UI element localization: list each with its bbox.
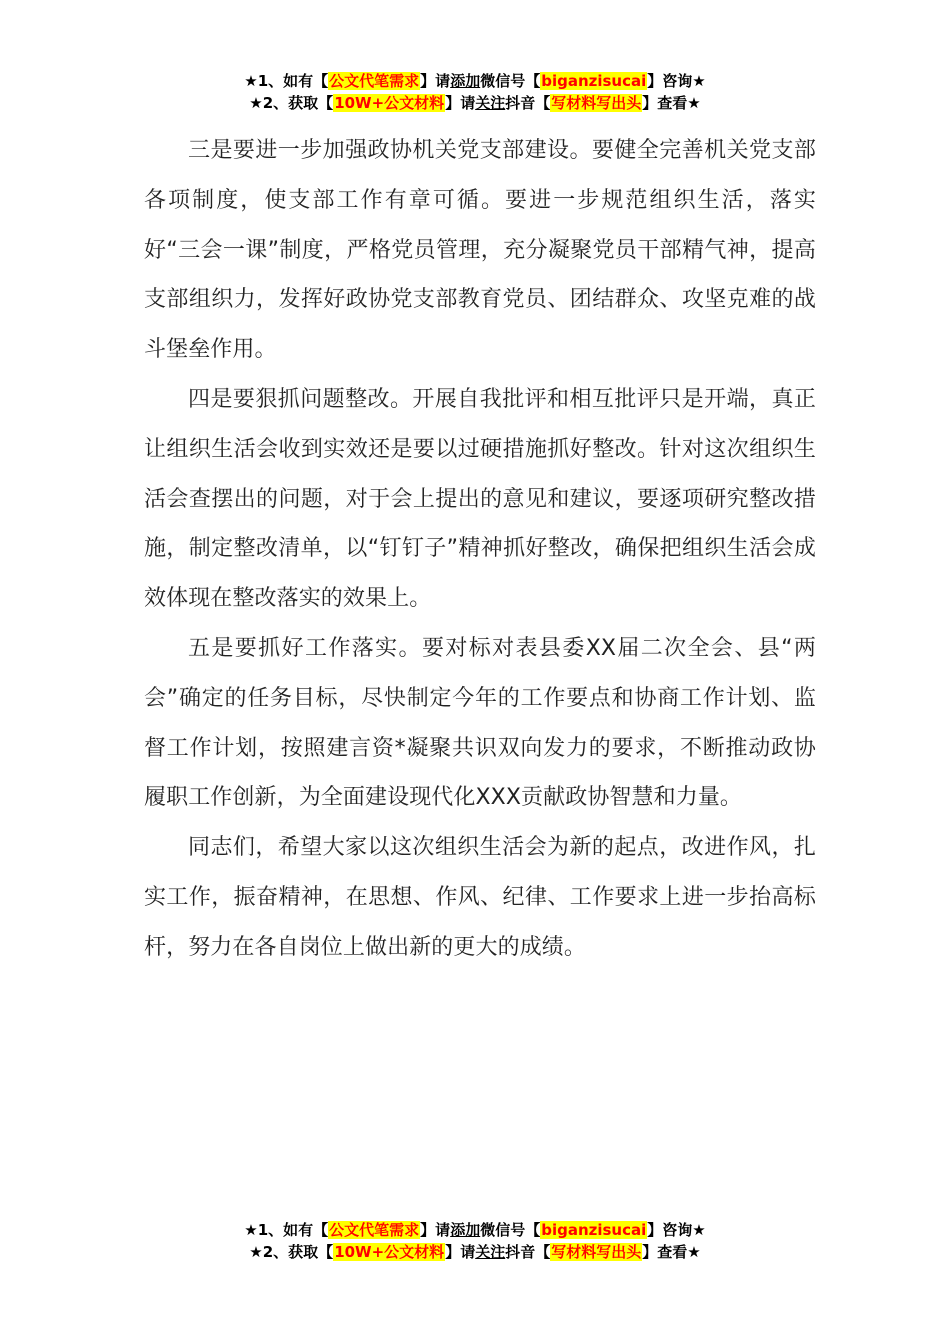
- footer-banner: [0, 1219, 950, 1263]
- footer-underlined-follow: 关注: [475, 1243, 506, 1261]
- paragraph-rectification: 四是要狠抓问题整改。开展自我批评和相互批评只是开端，真正让组织生活会收到实效还是要以过硬措施抓好整改。针对这次组织生活会查摆出的问题，对于会上提出的意见和建议，要逐项研究整改措施，制定整改清单，以“钉钉子”精神抓好整改，确保把组织生活会成效体现在整改落实的效果上。: [144, 386, 816, 612]
- paragraph-party-branch: 三是要进一步加强政协机关党支部建设。要健全完善机关党支部各项制度，使支部工作有章可循。要进一步规范组织生活，落实好“三会一课”制度，严格党员管理，充分凝聚党员干部精气神，提高支部组织力，发挥好政协党支部教育党员、团结群众、攻坚克难的战斗堡垒作用。: [144, 138, 816, 363]
- footer-highlight-materials: 10W+公文材料: [334, 1243, 445, 1261]
- footer-underlined-add: 添加: [450, 1221, 481, 1239]
- paragraph-implementation: 五是要抓好工作落实。要对标对表县委XX届二次全会、县“两会”确定的任务目标，尽快制定今年的工作要点和协商工作计划、监督工作计划，按照建言资*凝聚共识双向发力的要求，不断推动政协履职工作创新，为全面建设现代化XXX贡献政协智慧和力量。: [144, 635, 816, 811]
- highlight-materials: 10W+公文材料: [334, 94, 445, 112]
- header-banner: [0, 70, 950, 114]
- highlight-service: 公文代笔需求: [329, 72, 420, 90]
- underlined-add: 添加: [450, 72, 481, 90]
- highlight-wechat-id: biganzisucai: [541, 72, 647, 90]
- paragraph-closing: 同志们，希望大家以这次组织生活会为新的起点，改进作风，扎实工作，振奋精神，在思想、作风、纪律、工作要求上进一步抬高标杆，努力在各自岗位上做出新的更大的成绩。: [144, 835, 816, 960]
- footer-highlight-service: 公文代笔需求: [329, 1221, 420, 1239]
- document-body: [144, 126, 816, 973]
- highlight-douyin-account: 写材料写出头: [551, 94, 642, 112]
- footer-highlight-douyin-account: 写材料写出头: [551, 1243, 642, 1261]
- header-line-1: ★1、如有【公文代笔需求】请添加微信号【biganzisucai】咨询★: [244, 72, 706, 90]
- footer-line-1: ★1、如有【公文代笔需求】请添加微信号【biganzisucai】咨询★: [244, 1221, 706, 1239]
- footer-highlight-wechat-id: biganzisucai: [541, 1221, 647, 1239]
- footer-line-2: ★2、获取【10W+公文材料】请关注抖音【写材料写出头】查看★: [249, 1243, 701, 1261]
- underlined-follow: 关注: [475, 94, 506, 112]
- header-line-2: ★2、获取【10W+公文材料】请关注抖音【写材料写出头】查看★: [249, 94, 701, 112]
